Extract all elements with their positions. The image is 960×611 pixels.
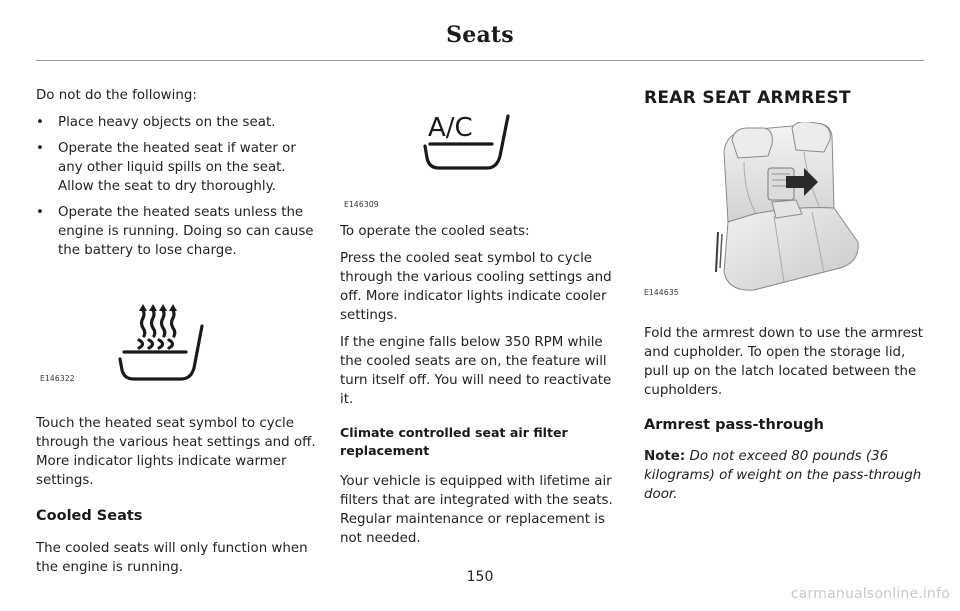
- list-item: • Operate the heated seat if water or any other liquid spills on the seat. Allow the seat to dry thoroughly.: [36, 139, 316, 196]
- page-number: 150: [466, 569, 494, 585]
- pass-through-note: [644, 447, 924, 504]
- cooled-seat-rpm-note: If the engine falls below 350 RPM while the cooled seats are on, the feature will turn itself off. You will need to reactivate it.: [340, 335, 612, 407]
- air-filter-text: Your vehicle is equipped with lifetime air filters that are integrated with the seats. Regular maintenance or replacement is not needed.: [340, 474, 613, 546]
- note-label: Note:: [644, 449, 686, 464]
- ac-label: A/C: [428, 113, 473, 143]
- header-divider: [36, 60, 924, 61]
- note-text: Do not exceed 80 pounds (36 kilograms) of weight on the pass-through door.: [644, 449, 922, 502]
- list-item: • Operate the heated seats unless the engine is running. Doing so can cause the battery to lose charge.: [36, 203, 316, 260]
- cooled-seat-icon: [340, 86, 620, 198]
- page-title: Seats: [446, 22, 514, 48]
- figure-code: E146322: [40, 374, 75, 383]
- rear-seat-armrest-illustration: [644, 122, 924, 302]
- heated-seat-instructions: Touch the heated seat symbol to cycle through the various heat settings and off. More indicator lights indicate warmer settings.: [36, 416, 316, 488]
- column-right: [644, 86, 924, 504]
- warning-list: [36, 113, 316, 260]
- cooled-seat-intro: To operate the cooled seats:: [340, 224, 530, 239]
- rear-seat-armrest-figure: [644, 122, 924, 312]
- column-middle: [340, 86, 620, 548]
- heated-seat-figure: [36, 286, 316, 396]
- armrest-instructions: Fold the armrest down to use the armrest and cupholder. To open the storage lid, pull up on the latch located between the cupholders.: [644, 326, 924, 398]
- air-filter-heading: Climate controlled seat air filter replacement: [340, 425, 568, 458]
- figure-code: E146309: [344, 200, 379, 209]
- cooled-seats-heading: Cooled Seats: [36, 508, 143, 524]
- armrest-pass-through-heading: Armrest pass-through: [644, 417, 824, 433]
- cooled-seat-instructions: Press the cooled seat symbol to cycle through the various cooling settings and off. More indicator lights indicate cooler settings.: [340, 251, 612, 323]
- list-item: • Place heavy objects on the seat.: [36, 113, 316, 132]
- warning-intro: Do not do the following:: [36, 88, 197, 103]
- rear-seat-armrest-heading: REAR SEAT ARMREST: [644, 88, 851, 108]
- figure-code: E144635: [644, 288, 679, 297]
- column-left: [36, 86, 316, 577]
- cooled-seat-figure: [340, 86, 620, 214]
- watermark: carmanualsonline.info: [790, 586, 950, 602]
- heated-seat-icon: [36, 286, 316, 386]
- cooled-seats-text: The cooled seats will only function when the engine is running.: [36, 541, 308, 575]
